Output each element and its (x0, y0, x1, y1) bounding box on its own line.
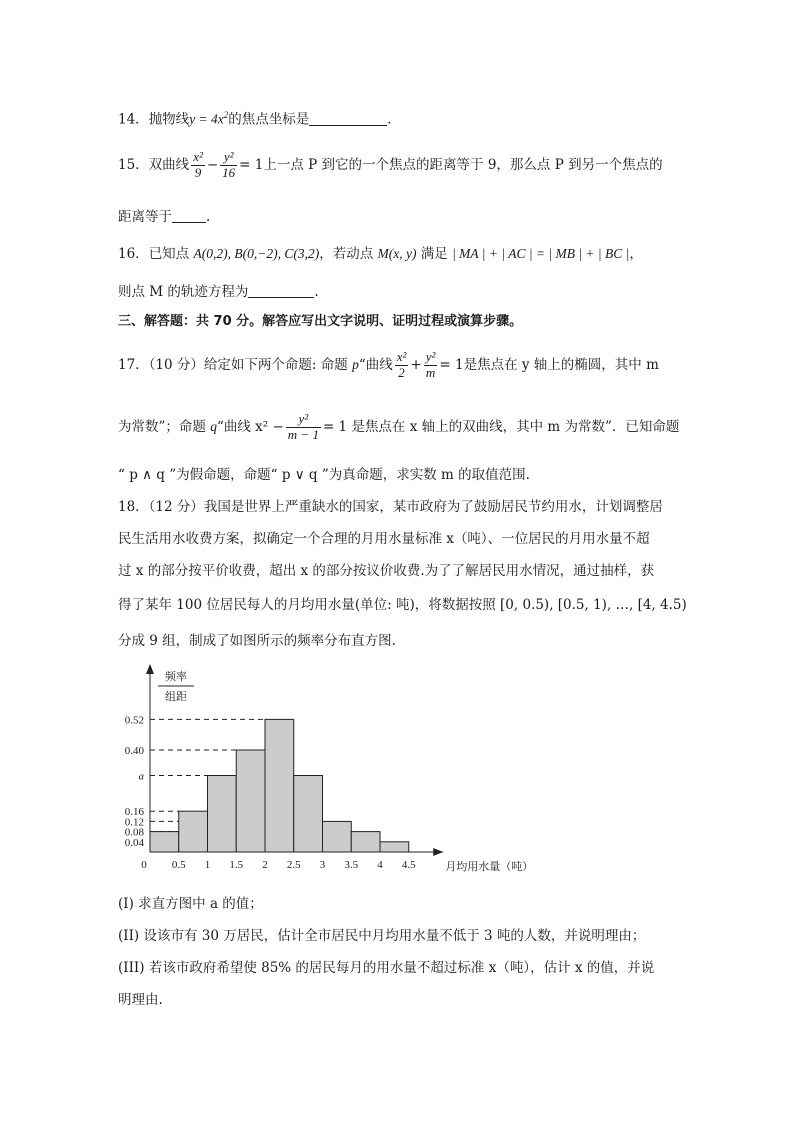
q17-q: q (210, 418, 217, 434)
q15-fraction-x (191, 150, 205, 181)
question-18-line4: 得了某年 100 位居民每人的月均用水量(单位: 吨)，将数据按照 [0, 0.5), [0.5, 1), …, [4, 4.5) (118, 597, 687, 613)
question-17-line3: “ p ∧ q ”为假命题，命题“ p ∨ q ”为真命题，求实数 m 的取值范围. (118, 467, 530, 483)
q15-frac1-den: 9 (194, 164, 202, 180)
origin-label: 0 (141, 859, 147, 871)
question-18-part2: (II) 设该市有 30 万居民，估计全市居民中月均用水量不低于 3 吨的人数，并说明理由； (118, 928, 646, 944)
q17-line2a: 为常数”；命题 (118, 418, 211, 435)
y-axis-arrow (146, 664, 154, 674)
question-14 (118, 110, 401, 128)
q14-exponent: 2 (223, 110, 229, 120)
q15-prefix: 双曲线 (148, 156, 190, 173)
q17-eq-one: = 1 (439, 356, 464, 373)
q17-frac1-den: 2 (398, 364, 405, 380)
x-tick-label: 4.5 (401, 859, 416, 871)
q17-frac-hyperbola (286, 412, 321, 443)
q15-minus: − (206, 156, 219, 173)
q16-moving-point: M(x, y) (377, 246, 417, 261)
q15-line2-text: 距离等于 (118, 209, 172, 225)
q15-number: 15． (118, 156, 149, 173)
histogram-bar (323, 821, 352, 852)
y-label-bottom: 组距 (165, 690, 187, 703)
y-tick-label: 0.04 (124, 836, 144, 849)
q16-end: ， (629, 246, 643, 262)
q17-frac2-den: m (425, 364, 436, 380)
q15-frac1-num: x² (193, 149, 203, 164)
q15-frac2-den: 16 (222, 164, 236, 180)
histogram-bar (380, 842, 409, 852)
histogram-bar (265, 719, 294, 852)
question-18-line2: 民生活用水收费方案，拟确定一个合理的月用水量标准 x（吨）、一位居民的月用水量不超 (118, 531, 650, 547)
x-tick-label: 2.5 (286, 859, 301, 871)
question-17 (118, 350, 659, 381)
q17-number: 17． (118, 356, 149, 373)
q14-end: ． (387, 111, 401, 128)
q15-eq-one: = 1 (239, 156, 264, 173)
frequency-histogram (118, 662, 538, 884)
x-tick-label: 4 (377, 859, 383, 871)
y-tick-label: 0.52 (124, 714, 144, 727)
y-tick-label: 0.12 (124, 816, 144, 829)
histogram-bar (179, 811, 208, 852)
q16-middle: ，若动点 (319, 246, 378, 262)
x-tick-label: 3 (319, 859, 326, 871)
x-tick-label: 3.5 (344, 859, 359, 871)
q17-frac3-num: y² (286, 412, 321, 428)
q14-suffix: 的焦点坐标是 (228, 111, 310, 128)
x-tick-label: 2 (262, 859, 268, 871)
q14-number: 14． (118, 111, 149, 128)
q14-equation: y = 4x (189, 111, 224, 127)
q17-frac3-den: m − 1 (287, 426, 319, 442)
q16-number: 16． (118, 246, 149, 262)
question-15 (118, 150, 663, 181)
question-18-part4: 明理由. (118, 992, 163, 1008)
y-label-top: 频率 (165, 670, 187, 683)
q16-line2-text: 则点 M 的轨迹方程为 (118, 284, 249, 300)
y-tick-label: 0.08 (124, 826, 144, 839)
y-tick-label: a (138, 770, 144, 783)
q15-answer-blank[interactable] (172, 208, 206, 223)
q17-line2c: = 1 是焦点在 x 轴上的双曲线，其中 m 为常数”．已知命题 (322, 418, 680, 435)
x-tick-label: 1 (204, 859, 211, 871)
q14-answer-blank[interactable] (309, 111, 387, 126)
question-18-line5: 分成 9 组，制成了如图所示的频率分布直方图. (118, 633, 396, 649)
q17-text3: 是焦点在 y 轴上的椭圆，其中 m (463, 356, 659, 373)
q17-frac2-num: y² (425, 349, 436, 364)
question-17-line2 (118, 412, 679, 443)
q14-prefix: 抛物线 (148, 111, 190, 128)
q17-frac-x (395, 350, 409, 381)
question-16 (118, 246, 643, 262)
histogram-bar (351, 832, 380, 852)
q16-answer-blank[interactable] (248, 283, 314, 298)
q17-p: p (352, 356, 359, 372)
question-18-line3: 过 x 的部分按平价收费，超出 x 的部分按议价收费.为了了解居民用水情况，通过抽样，获 (118, 563, 655, 579)
question-18-part3: (III) 若该市政府希望使 85% 的居民每月的用水量不超过标准 x（吨），估计 x 的值，并说 (118, 960, 655, 976)
q17-text1: 给定如下两个命题: 命题 (203, 356, 353, 373)
question-18-part1: (I) 求直方图中 a 的值； (118, 896, 263, 912)
q16-prefix: 已知点 (148, 246, 194, 262)
q16-line2-end: . (314, 284, 319, 300)
x-axis-label: 月均用水量（吨） (445, 860, 534, 873)
question-16-line2 (118, 283, 319, 300)
q17-plus: + (410, 356, 422, 373)
q17-text2: “曲线 (358, 356, 393, 373)
x-tick-label: 0.5 (171, 859, 186, 871)
y-tick-label: 0.16 (124, 806, 144, 819)
q17-frac1-num: x² (396, 349, 407, 364)
x-axis-arrow (433, 848, 443, 856)
q17-score: （10 分） (148, 356, 204, 373)
q17-frac-y (424, 350, 438, 381)
y-tick-label: 0.40 (124, 745, 144, 757)
q16-points: A(0,2), B(0,−2), C(3,2) (193, 246, 320, 261)
question-15-line2 (118, 208, 210, 225)
q16-cond-prefix: 满足 (416, 246, 453, 262)
question-18-line1: 18．（12 分）我国是世界上严重缺水的国家，某市政府为了鼓励居民节约用水，计划调整居 (118, 499, 663, 515)
x-tick-label: 1.5 (229, 859, 244, 871)
section-3-heading: 三、解答题：共 70 分。解答应写出文字说明、证明过程或演算步骤。 (118, 314, 523, 329)
histogram-bar (236, 750, 265, 852)
q15-frac2-num: y² (220, 150, 237, 166)
q16-condition: | MA | + | AC | = | MB | + | BC | (452, 246, 630, 261)
q15-end: . (206, 209, 211, 225)
histogram-bar (294, 776, 323, 853)
q17-line2b: “曲线 x² − (216, 418, 284, 435)
q15-middle: 上一点 P 到它的一个焦点的距离等于 9，那么点 P 到另一个焦点的 (263, 156, 663, 173)
histogram-bar (208, 776, 237, 853)
q15-fraction-y (220, 150, 237, 181)
histogram-bar (150, 832, 179, 852)
